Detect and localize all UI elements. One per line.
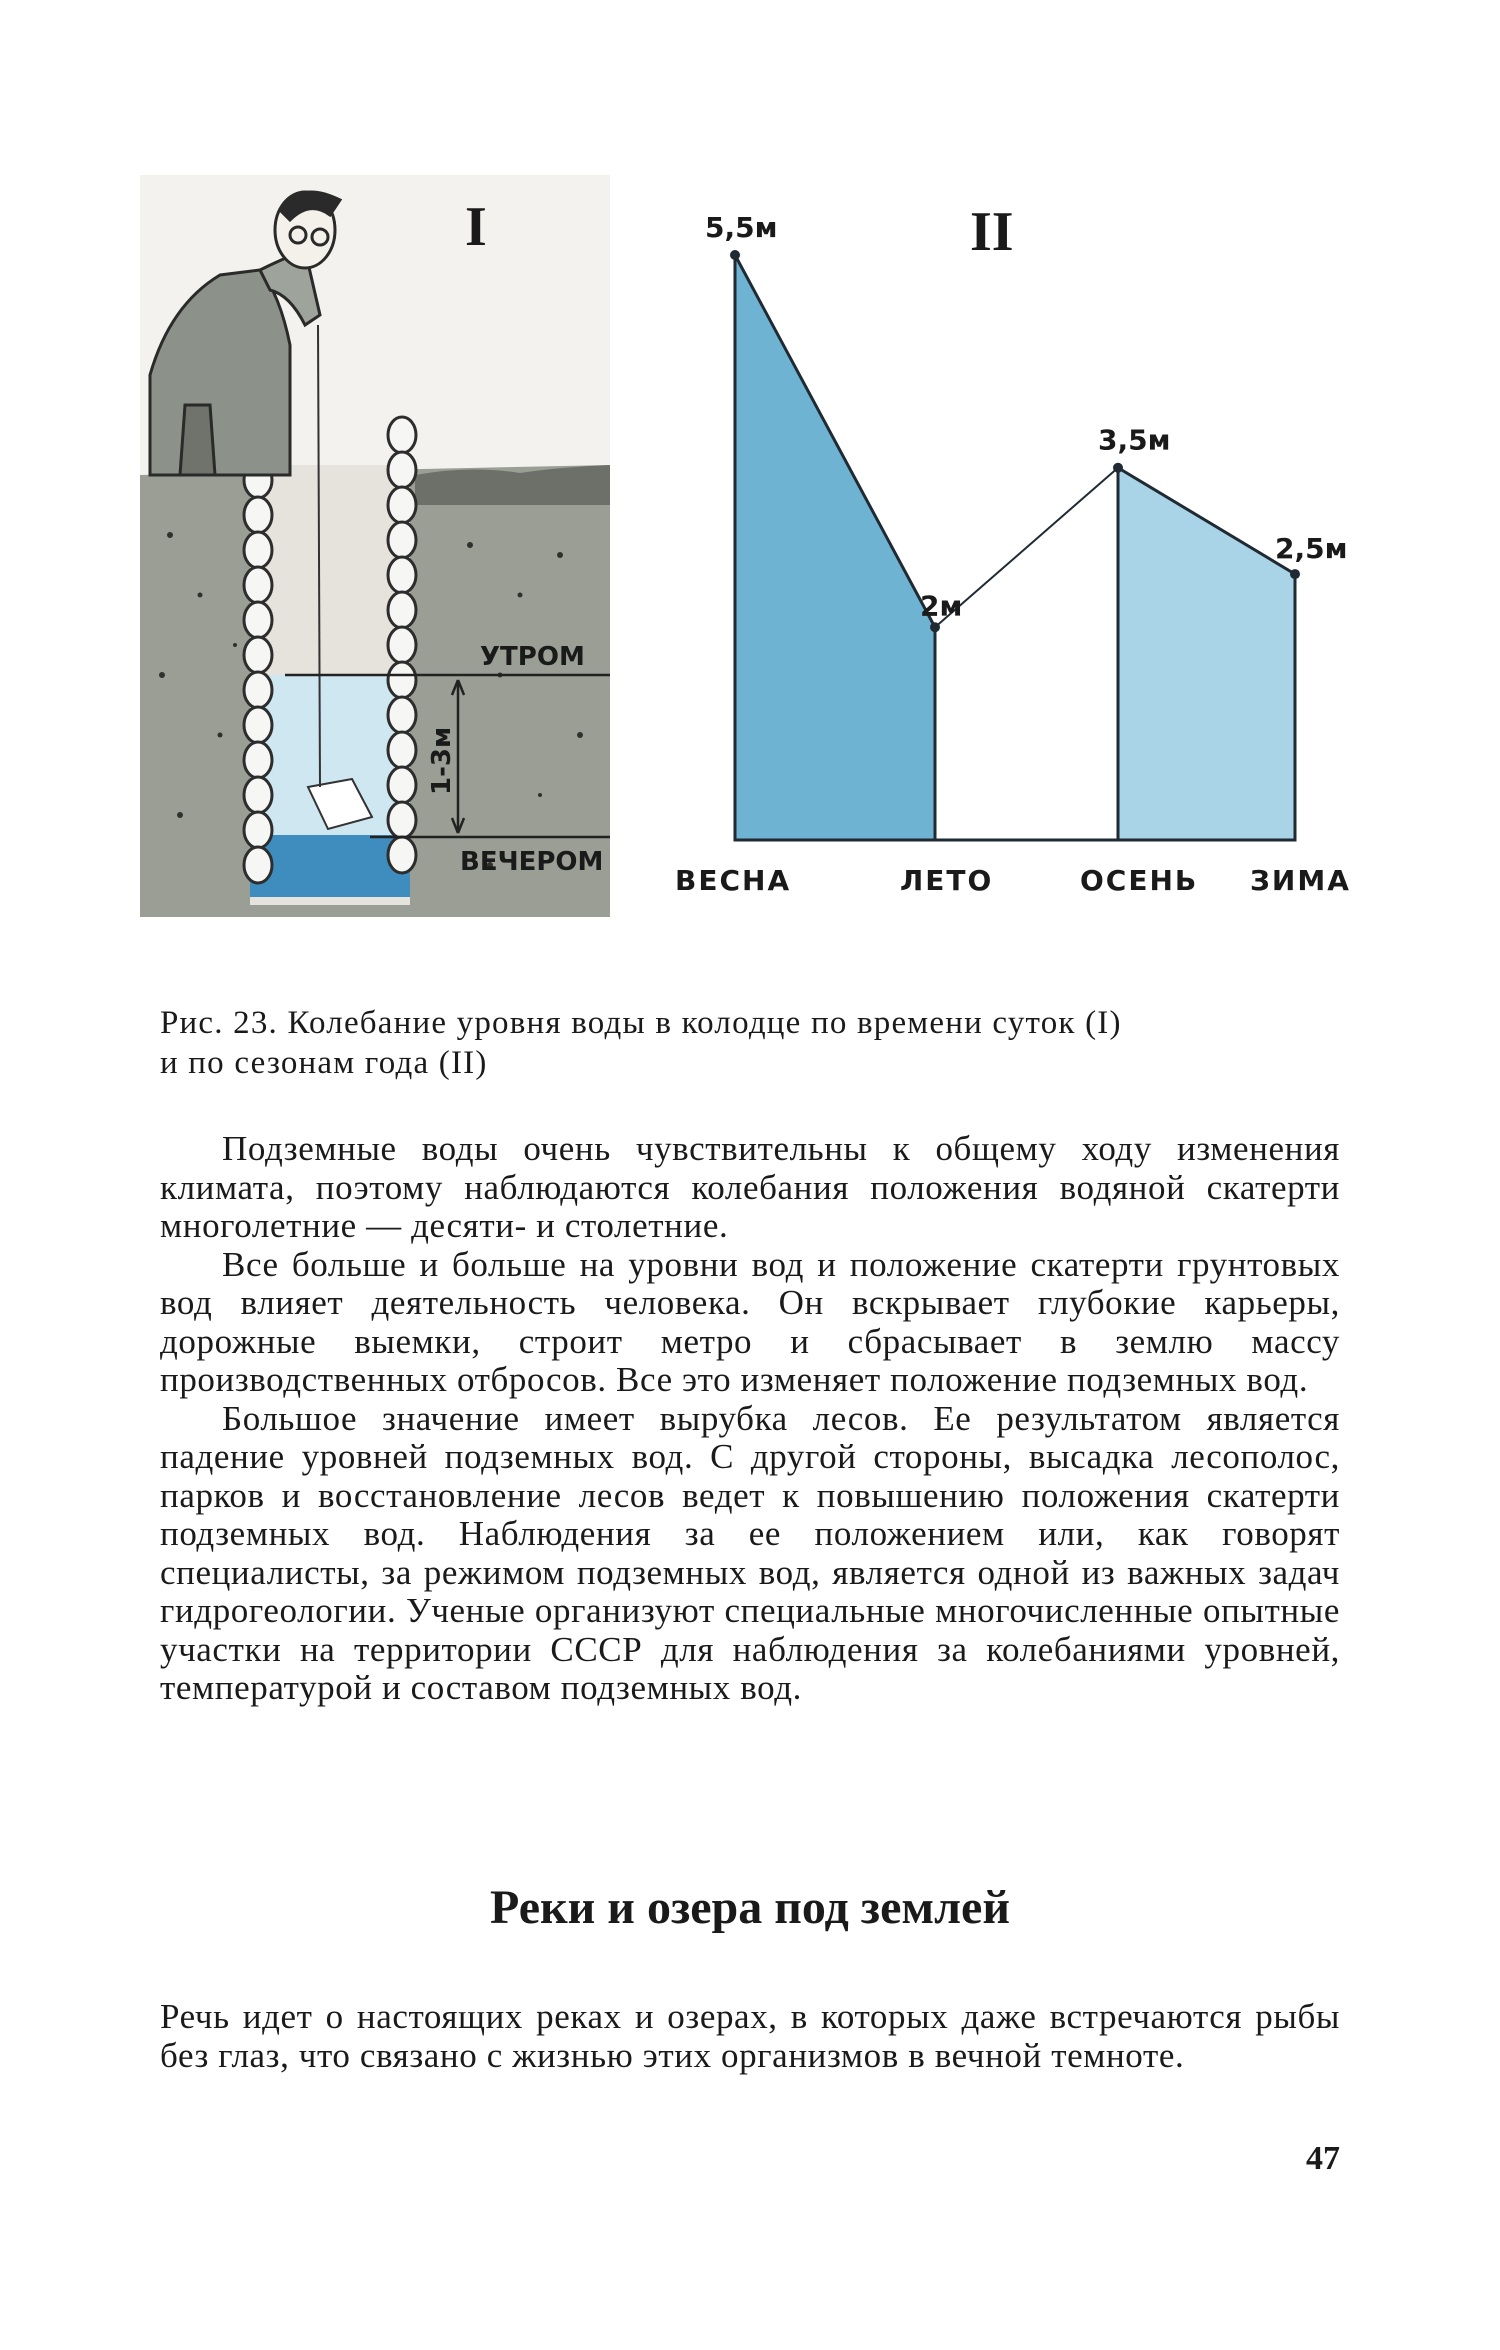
evening-label: ВЕЧЕРОМ bbox=[460, 847, 604, 877]
level-label-2: 2м bbox=[920, 589, 963, 623]
level-point-3 bbox=[1113, 463, 1123, 473]
seasonal-level-chart bbox=[675, 201, 1351, 897]
level-point-2 bbox=[930, 622, 940, 632]
level-label-1: 5,5м bbox=[705, 211, 778, 244]
section-heading: Реки и озера под землей bbox=[490, 1881, 1010, 1934]
autumn-winter-area bbox=[1118, 468, 1295, 840]
paragraph-1: Подземные воды очень чувствительны к общему ходу изменения климата, поэтому наблюдаются колебания положения водяной скатерти многолетние — десяти- и столетние. bbox=[160, 1129, 1340, 1245]
level-label-4: 2,5м bbox=[1275, 532, 1348, 566]
panel-2-label: II bbox=[970, 201, 1014, 263]
level-point-4 bbox=[1290, 569, 1300, 579]
season-label-1: ВЕСНА bbox=[675, 864, 792, 897]
season-label-4: ЗИМА bbox=[1250, 864, 1351, 897]
season-label-2: ЛЕТО bbox=[900, 864, 994, 897]
main-text bbox=[160, 1130, 1340, 1708]
season-label-3: ОСЕНЬ bbox=[1080, 864, 1199, 897]
paragraph-3: Большое значение имеет вырубка лесов. Ее результатом является падение уровней подземных вод. С другой стороны, высадка лесополос, парков и восстановление лесов ведет к повышению положения скатерти подземных вод. Наблюдения за ее положением или, как говорят специалисты, за режимом подземных вод, является одной из важных задач гидрогеологии. Ученые организуют специальные многочисленные опытные участки на территории СССР для наблюдения за колебаниями уровней, температурой и составом подземных вод. bbox=[160, 1398, 1340, 1707]
panel-1-label: I bbox=[465, 196, 487, 258]
caption-line-1: Рис. 23. Колебание уровня воды в колодце по времени суток (I) bbox=[160, 1005, 1122, 1041]
figure-23 bbox=[140, 175, 1360, 940]
summer-autumn-line bbox=[935, 468, 1118, 628]
level-label-3: 3,5м bbox=[1098, 423, 1171, 457]
level-point-1 bbox=[730, 250, 740, 260]
paragraph-2: Все больше и больше на уровни вод и положение скатерти грунтовых вод влияет деятельность человека. Он вскрывает глубокие карьеры, дорожные выемки, строит метро и сбрасывает в землю массу производственных отбросов. Все это изменяет положение подземных вод. bbox=[160, 1244, 1340, 1399]
range-label: 1-3м bbox=[427, 726, 457, 795]
spring-summer-area bbox=[735, 255, 935, 840]
section-text bbox=[160, 1998, 1340, 2075]
morning-label: УТРОМ bbox=[480, 642, 585, 672]
figure-caption bbox=[160, 1003, 1340, 1083]
caption-line-2: и по сезонам года (II) bbox=[160, 1045, 488, 1081]
water-evening-level bbox=[250, 835, 410, 897]
page-number: 47 bbox=[1306, 2140, 1340, 2177]
paragraph-4: Речь идет о настоящих реках и озерах, в которых даже встречаются рыбы без глаз, что связано с жизнью этих организмов в вечной темноте. bbox=[160, 1997, 1340, 2075]
well-illustration bbox=[140, 175, 610, 917]
